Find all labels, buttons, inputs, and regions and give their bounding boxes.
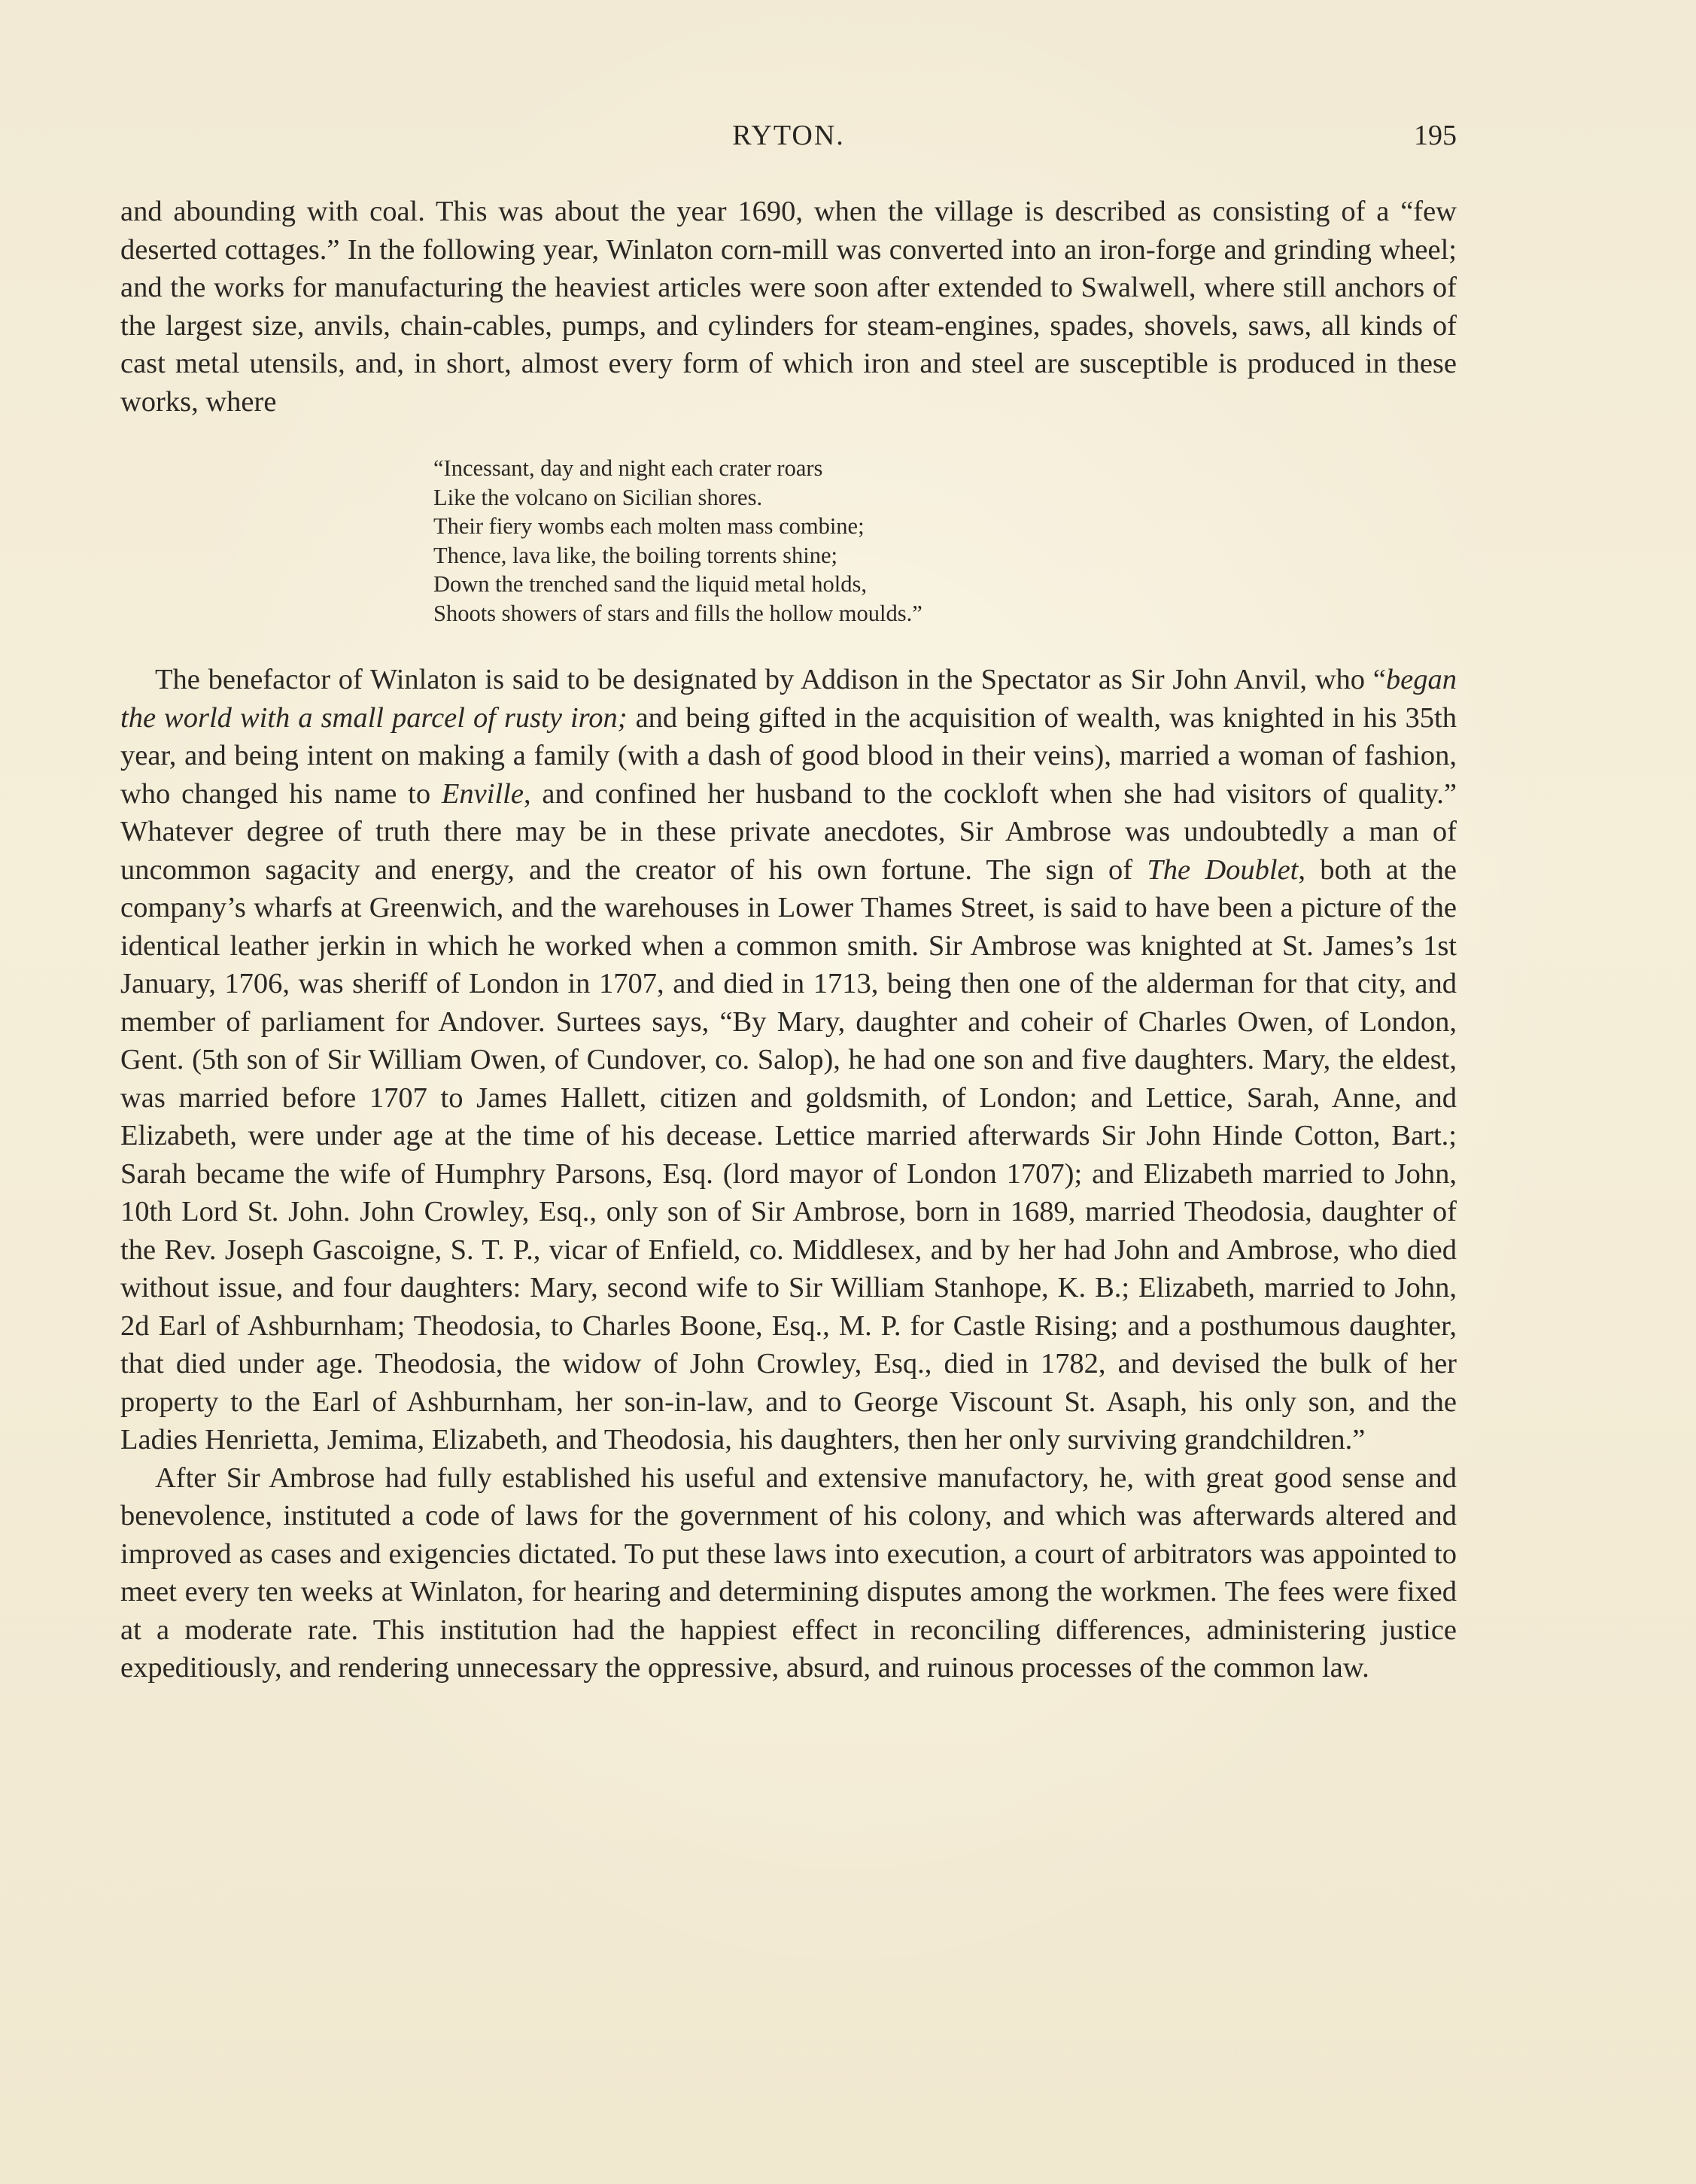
- verse-line: Their fiery wombs each molten mass combine;: [433, 513, 865, 539]
- verse-line: Shoots showers of stars and fills the hollow moulds.”: [433, 600, 922, 626]
- verse-line: Thence, lava like, the boiling torrents shine;: [433, 542, 837, 568]
- verse-line: Like the volcano on Sicilian shores.: [433, 484, 763, 510]
- paragraph-2-text: and being gifted in the acquisition of wealth, was knighted in his 35th year, and being intent on making a family (with a dash of good blood in their veins), married a woman of fashion, who changed his name to: [120, 701, 1457, 810]
- paragraph-2-text: , both at the company’s wharfs at Greenwich, and the warehouses in Lower Thames Street, is said to have been a picture of the identical leather jerkin in which he worked when a common smith. Sir Ambrose was knighted at St. James’s 1st January, 1706, was sheriff of London in 1707, and died in 1713, being then one of the alderman for that city, and member of parliament for Andover. Surtees says, “By Mary, daughter and coheir of Charles Owen, of London, Gent. (5th son of Sir William Owen, of Cundover, co. Salop), he had one son and five daughters. Mary, the eldest, was married before 1707 to James Hallett, citizen and goldsmith, of London; and Lettice, Sarah, Anne, and Elizabeth, were under age at the time of his decease. Lettice married afterwards Sir John Hinde Cotton, Bart.; Sarah became the wife of Humphry Parsons, Esq. (lord mayor of London 1707); and Elizabeth married to John, 10th Lord St. John. John Crowley, Esq., only son of Sir Ambrose, born in 1689, married Theodosia, daughter of the Rev. Joseph Gascoigne, S. T. P., vicar of Enfield, co. Middlesex, and by her had John and Ambrose, who died without issue, and four daughters: Mary, second wife to Sir William Stanhope, K. B.; Elizabeth, married to John, 2d Earl of Ashburnham; Theodosia, to Charles Boone, Esq., M. P. for Castle Rising; and a posthumous daughter, that died under age. Theodosia, the widow of John Crowley, Esq., died in 1782, and devised the bulk of her property to the Earl of Ashburnham, her son-in-law, and to George Viscount St. Asaph, his only son, and the Ladies Henrietta, Jemima, Elizabeth, and Theodosia, his daughters, then her only surviving grandchildren.”: [120, 853, 1457, 1455]
- paragraph-3: After Sir Ambrose had fully established his useful and extensive manufactory, he, with great good sense and benevolence, instituted a code of laws for the government of his colony, and which was afterwards altered and improved as cases and exigencies dictated. To put these laws into execution, a court of arbitrators was appointed to meet every ten weeks at Winlaton, for hearing and determining disputes among the workmen. The fees were fixed at a moderate rate. This institution had the happiest effect in reconciling differences, administering justice expeditiously, and rendering unnecessary the oppressive, absurd, and ruinous processes of the common law.: [120, 1462, 1457, 1684]
- body-text: [120, 193, 1457, 1687]
- paragraph-2: [120, 661, 1457, 1459]
- verse-quotation: [433, 454, 1457, 628]
- paragraph-2-text: , and confined her husband to the cockloft when she had visitors of quality.” Whatever degree of truth there may be in these private anecdotes, Sir Ambrose was undoubtedly a man of uncommon sagacity and energy, and the creator of his own fortune. The sign of: [120, 777, 1457, 886]
- paragraph-1: and abounding with coal. This was about the year 1690, when the village is described as consisting of a “few deserted cottages.” In the following year, Winlaton corn-mill was converted into an iron-forge and grinding wheel; and the works for manufacturing the heaviest articles were soon after extended to Swalwell, where still anchors of the largest size, anvils, chain-cables, pumps, and cylinders for steam-engines, spades, shovels, saws, all kinds of cast metal utensils, and, in short, almost every form of which iron and steel are susceptible is produced in these works, where: [120, 196, 1457, 418]
- running-title: RYTON.: [732, 120, 845, 151]
- running-head: [120, 119, 1457, 157]
- verse-line: Down the trenched sand the liquid metal holds,: [433, 571, 867, 597]
- page-number: 195: [1414, 120, 1457, 151]
- paragraph-2-text: The benefactor of Winlaton is said to be designated by Addison in the Spectator as Sir John Anvil, who “: [155, 664, 1386, 695]
- italic-quote: began the world with a small parcel of rusty iron;: [120, 664, 1457, 734]
- verse-line: “Incessant, day and night each crater roars: [433, 455, 823, 481]
- italic-sign-the-doublet: The Doublet: [1147, 853, 1299, 886]
- italic-name-enville: Enville: [441, 777, 524, 810]
